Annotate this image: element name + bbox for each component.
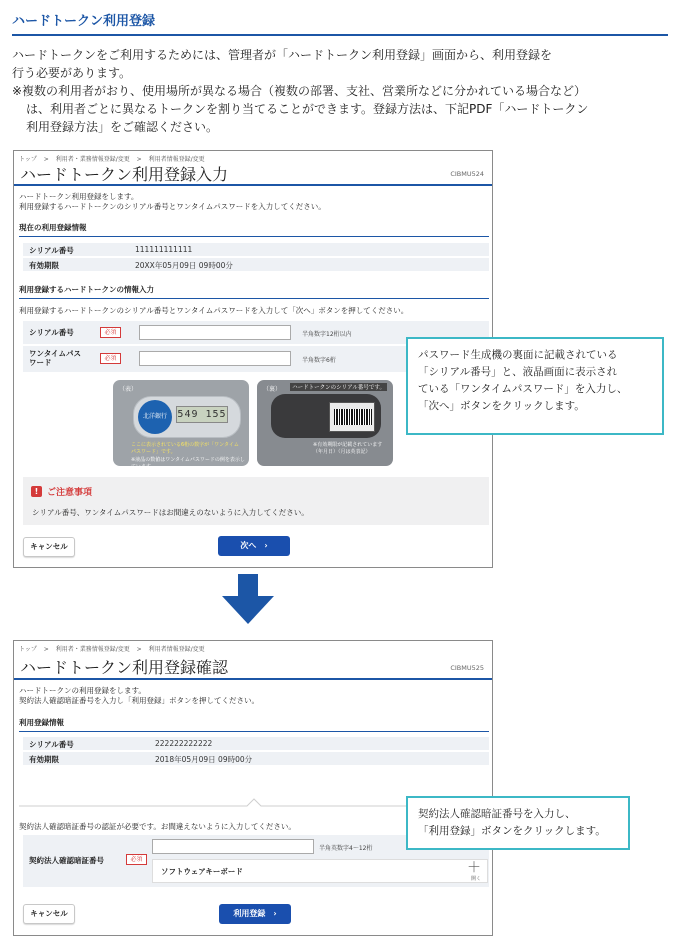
next-button[interactable] xyxy=(218,536,290,556)
intro-line: 行う必要があります。 xyxy=(12,66,132,80)
description: ハードトークンの利用登録をします。 xyxy=(19,686,146,695)
pin-hint: 半角英数字4〜12桁 xyxy=(319,845,373,852)
software-keyboard-label: ソフトウェアキーボード xyxy=(161,867,243,876)
description: ハードトークン利用登録をします。 xyxy=(19,192,139,201)
callout-line: 「シリアル番号」と、液晶画面に表示され xyxy=(418,366,618,378)
expiry-value: 2018年05月09日 09時00分 xyxy=(155,755,253,764)
screen-id: CIBMU525 xyxy=(450,664,484,672)
title-divider xyxy=(14,184,492,186)
breadcrumb-separator: > xyxy=(43,156,49,163)
input-heading: 利用登録するハードトークンの情報入力 xyxy=(19,284,489,299)
register-button-label: 利用登録 xyxy=(233,909,266,918)
expiry-label: 有効期限 xyxy=(29,755,59,764)
plus-icon: ＋ xyxy=(467,860,481,876)
input-description: 利用登録するハードトークンのシリアル番号とワンタイムパスワードを入力して「次へ」ボタンを押してください。 xyxy=(19,306,409,315)
required-badge: 必須 xyxy=(100,353,121,364)
breadcrumb-item[interactable]: 利用者・業務情報登録/変更 xyxy=(55,646,130,653)
serial-input-label: シリアル番号 xyxy=(29,328,74,337)
table-row xyxy=(23,752,489,766)
breadcrumb xyxy=(19,644,210,653)
caption-line: ※有効期限が記載されています xyxy=(313,442,383,448)
otp-input[interactable] xyxy=(139,351,291,366)
intro-note-line: 利用登録方法」をご確認ください。 xyxy=(26,120,219,134)
otp-label-line: ワンタイムパス xyxy=(29,349,82,358)
photo-back-label: （裏） xyxy=(263,386,282,393)
callout-line: 「次へ」ボタンをクリックします。 xyxy=(418,400,585,412)
cancel-button[interactable]: キャンセル xyxy=(23,904,75,924)
caption-line: ここに表示されている6桁の数字が「ワンタイム xyxy=(131,442,239,448)
photo-back-caption xyxy=(313,442,382,456)
software-keyboard-toggle[interactable] xyxy=(152,859,488,883)
caution-text: シリアル番号、ワンタイムパスワードはお間違えのないように入力してください。 xyxy=(32,508,309,517)
breadcrumb-separator: > xyxy=(136,156,142,163)
serial-value: 111111111111 xyxy=(135,245,193,254)
photo-front-caption xyxy=(131,442,239,456)
chevron-right-icon: › xyxy=(273,909,277,918)
breadcrumb-item[interactable]: 利用者・業務情報登録/変更 xyxy=(55,156,130,163)
callout-line: 契約法人確認暗証番号を入力し、 xyxy=(418,808,576,820)
serial-label: シリアル番号 xyxy=(29,246,74,255)
serial-label: シリアル番号 xyxy=(29,740,74,749)
breadcrumb-separator: > xyxy=(43,646,49,653)
expiry-label: 有効期限 xyxy=(29,261,59,270)
caution-box xyxy=(23,477,489,525)
down-arrow-head-icon xyxy=(222,596,274,624)
photo-back-serial-label: ハードトークンのシリアル番号です。 xyxy=(292,385,385,391)
callout-line: パスワード生成機の裏面に記載されている xyxy=(418,349,618,361)
alert-icon: ! xyxy=(31,486,42,497)
otp-label xyxy=(29,349,81,367)
register-button[interactable] xyxy=(219,904,291,924)
caption-line: （年月日）（月は英表記） xyxy=(313,449,371,455)
breadcrumb-separator: > xyxy=(136,646,142,653)
intro-line: ハードトークンをご利用するためには、管理者が「ハードトークン利用登録」画面から、利用登録を xyxy=(12,48,553,62)
pin-label: 契約法人確認暗証番号 xyxy=(29,856,104,865)
page-title: ハードトークン利用登録確認 xyxy=(20,658,229,677)
screen-id: CIBMU524 xyxy=(450,170,484,178)
token-device-icon xyxy=(133,396,241,438)
intro-text xyxy=(12,46,668,136)
pin-description: 契約法人確認暗証番号の認証が必要です。お間違えないように入力してください。 xyxy=(19,822,296,831)
chevron-right-icon: › xyxy=(264,541,268,550)
current-info-heading: 現在の利用登録情報 xyxy=(19,222,489,237)
serial-hint: 半角数字12桁以内 xyxy=(302,331,352,338)
caution-title: ご注意事項 xyxy=(47,488,93,498)
expiry-value: 20XX年05月09日 09時00分 xyxy=(135,261,233,270)
instruction-callout xyxy=(406,796,630,850)
next-button-label: 次へ xyxy=(240,541,257,550)
required-badge: 必須 xyxy=(126,854,147,865)
token-front-photo xyxy=(113,380,249,470)
table-row xyxy=(23,737,489,751)
caption-line: パスワード」です。 xyxy=(131,449,176,455)
breadcrumb-item: 利用者情報登録/変更 xyxy=(148,156,205,163)
otp-hint: 半角数字6桁 xyxy=(302,357,336,364)
pin-input[interactable] xyxy=(152,839,314,854)
down-arrow-icon xyxy=(238,574,258,596)
info-heading: 利用登録情報 xyxy=(19,717,489,732)
registration-confirm-screenshot xyxy=(13,640,493,936)
serial-input[interactable] xyxy=(139,325,291,340)
otp-label-line: ワード xyxy=(29,358,52,367)
description: 利用登録するハードトークンのシリアル番号とワンタイムパスワードを入力してください。 xyxy=(19,202,326,211)
token-display: 549 155 xyxy=(176,406,228,423)
table-row xyxy=(23,258,489,272)
intro-note-line: は、利用者ごとに異なるトークンを割り当てることができます。登録方法は、下記PDF「ハードトークン xyxy=(26,102,589,116)
table-row xyxy=(23,243,489,257)
intro-note xyxy=(12,82,668,136)
breadcrumb-item: 利用者情報登録/変更 xyxy=(148,646,205,653)
title-divider xyxy=(14,678,492,680)
intro-note-line: ※複数の利用者がおり、使用場所が異なる場合（複数の部署、支社、営業所などに分かれている場合など） xyxy=(12,84,587,98)
callout-line: 「利用登録」ボタンをクリックします。 xyxy=(418,825,606,837)
breadcrumb-item[interactable]: トップ xyxy=(19,156,37,163)
token-back-photo xyxy=(257,380,393,466)
callout-line: ている「ワンタイムパスワード」を入力し、 xyxy=(418,383,628,395)
photo-front-note: ※液晶の数値はワンタイムパスワードの例を表示しています。 xyxy=(131,457,245,470)
bank-logo: 北洋銀行 xyxy=(138,400,172,434)
serial-value: 222222222222 xyxy=(155,739,213,748)
serial-sticker xyxy=(329,402,375,432)
section-title: ハードトークン利用登録 xyxy=(12,12,668,36)
token-back-icon xyxy=(271,394,381,438)
keyboard-open-label: 開く xyxy=(470,876,481,882)
photo-front-label: （表） xyxy=(119,386,138,393)
description: 契約法人確認暗証番号を入力し「利用登録」ボタンを押してください。 xyxy=(19,696,259,705)
instruction-callout xyxy=(406,337,664,435)
breadcrumb-item[interactable]: トップ xyxy=(19,646,37,653)
required-badge: 必須 xyxy=(100,327,121,338)
barcode-icon xyxy=(334,409,372,425)
page-title: ハードトークン利用登録入力 xyxy=(20,165,229,184)
cancel-button[interactable]: キャンセル xyxy=(23,537,75,557)
